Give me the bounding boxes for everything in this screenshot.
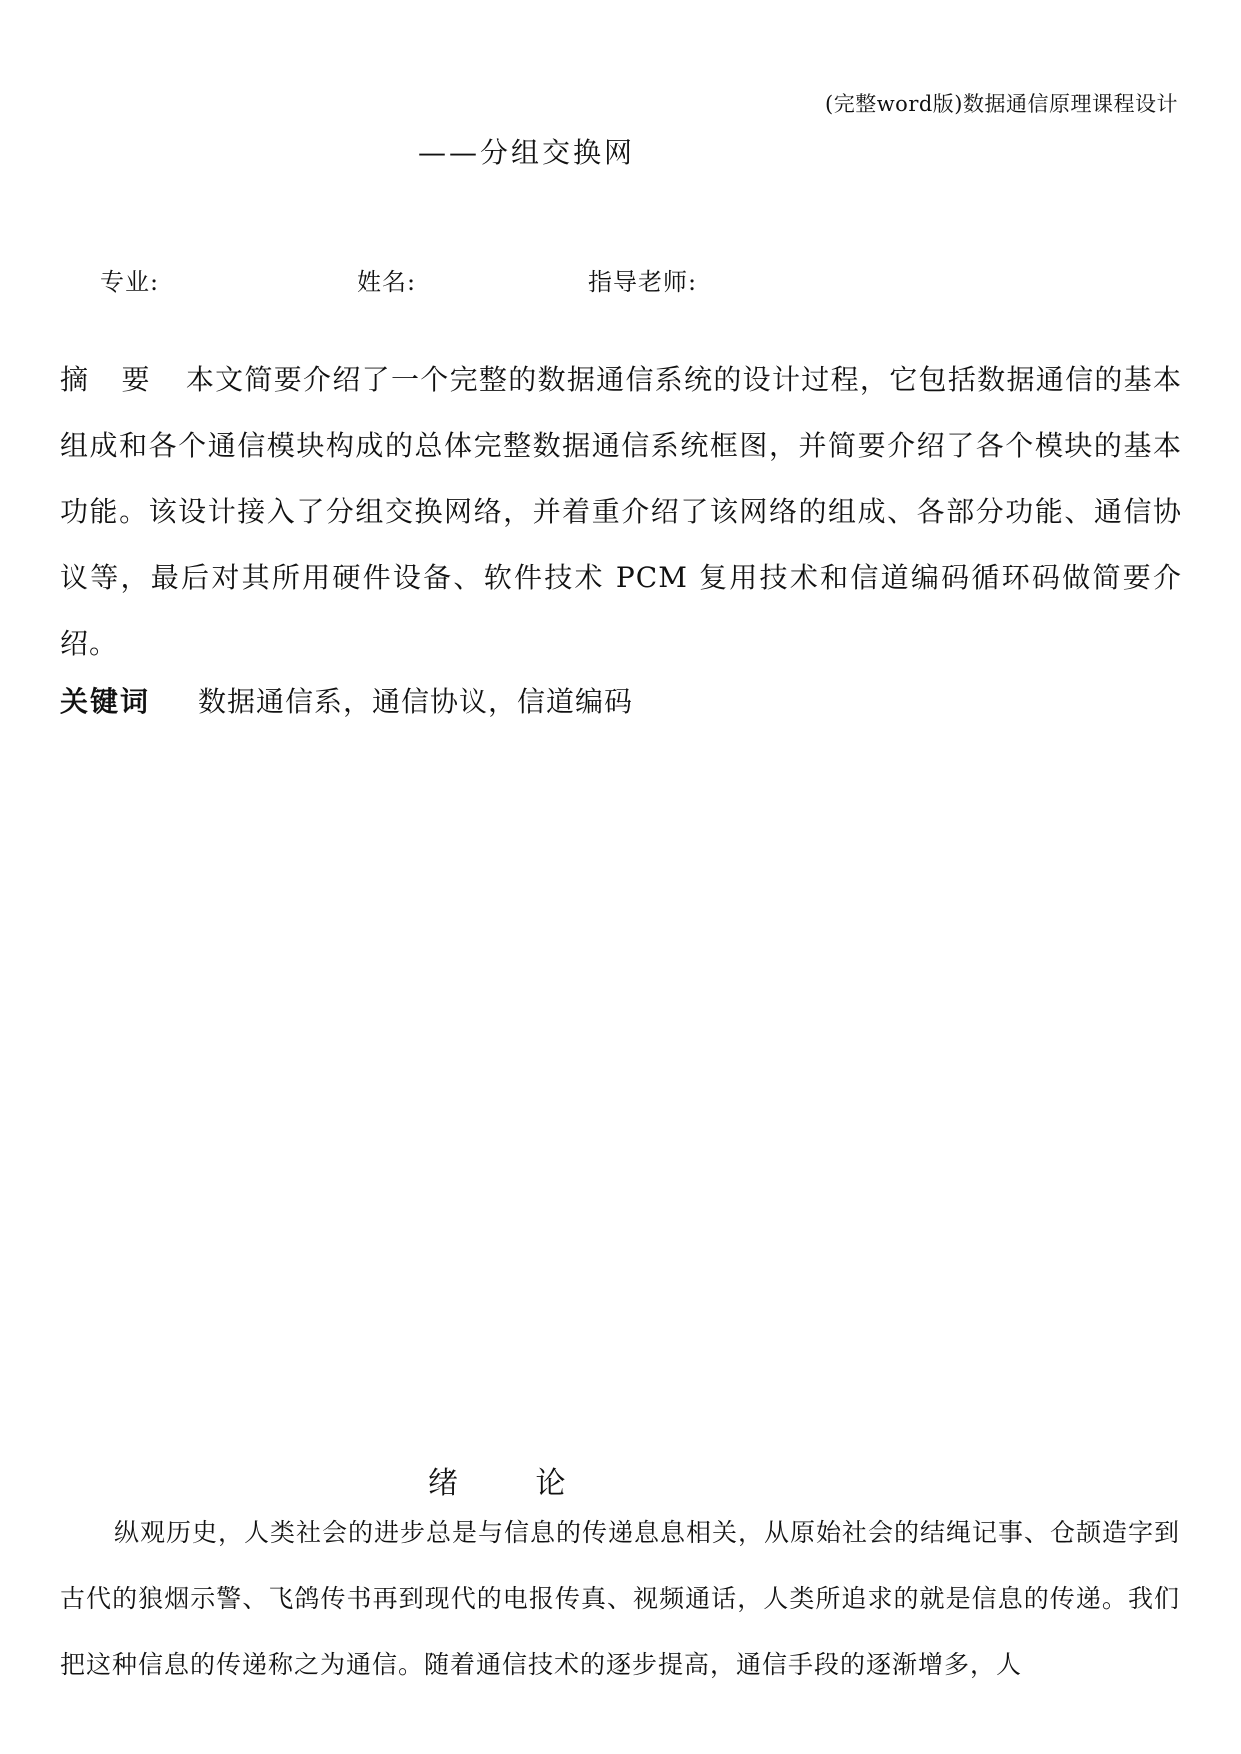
introduction-paragraph: 纵观历史，人类社会的进步总是与信息的传递息息相关，从原始社会的结绳记事、仓颉造字到古代的狼烟示警、飞鸽传书再到现代的电报传真、视频通话，人类所追求的就是信息的传递。我们把这种信息的传递称之为通信。随着通信技术的逐步提高，通信手段的逐渐增多，人 (60, 1518, 1181, 1679)
advisor-label: 指导老师: (588, 268, 698, 296)
abstract-label: 摘 要 (60, 363, 162, 396)
abstract-text: 本文简要介绍了一个完整的数据通信系统的设计过程，它包括数据通信的基本组成和各个通信模块构成的总体完整数据通信系统框图，并简要介绍了各个模块的基本功能。该设计接入了分组交换网络，并着重介绍了该网络的组成、各部分功能、通信协议等，最后对其所用硬件设备、软件技术 PCM 复用技术和信道编码循环码做简要介绍。 (60, 363, 1182, 660)
keywords-label: 关键词 (60, 685, 151, 718)
introduction-heading: 绪 论 (428, 1466, 600, 1501)
document-subtitle: ——分组交换网 (418, 136, 636, 169)
abstract-paragraph (60, 347, 1182, 677)
document-header-title: (完整word版)数据通信原理课程设计 (825, 92, 1178, 116)
major-label: 专业: (100, 268, 160, 296)
name-label: 姓名: (357, 268, 417, 296)
keywords-row (60, 680, 633, 720)
keywords-text: 数据通信系，通信协议，信道编码 (198, 685, 634, 718)
